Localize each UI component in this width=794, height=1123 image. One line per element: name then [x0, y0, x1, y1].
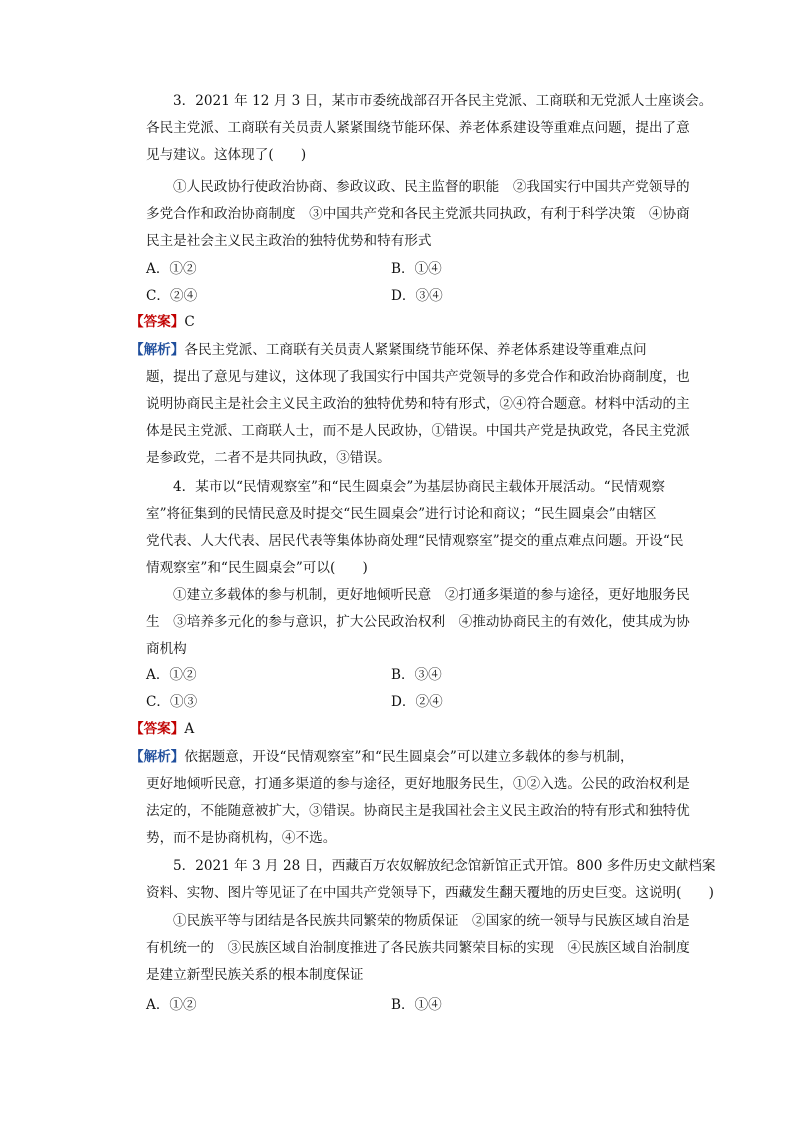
options-row [146, 992, 646, 1019]
question-3-stem-line-1: 3．2021 年 12 月 3 日，某市市委统战部召开各民主党派、工商联和无党派人士座谈会。 [173, 93, 713, 109]
question-5-stem-line-2: 资料、实物、图片等见证了在中国共产党领导下，西藏发生翻天覆地的历史巨变。这说明( ) [146, 885, 714, 901]
statement-line: 商机构 [146, 641, 187, 657]
explanation-line: 说明协商民主是社会主义民主政治的独特优势和特有形式，②④符合题意。材料中活动的主 [146, 396, 690, 412]
option-d: D．②④ [391, 694, 443, 710]
question-3-answer [130, 309, 630, 336]
explanation-line: 更好地倾听民意，打通多渠道的参与途径，更好地服务民生，①②入选。公民的政治权利是 [146, 776, 690, 792]
option-b: B．③④ [391, 667, 442, 683]
explanation-line: 法定的，不能随意被扩大，③错误。协商民主是我国社会主义民主政治的特有形式和独特优 [146, 803, 690, 819]
options-row [146, 283, 646, 310]
explanation-line: 题，提出了意见与建议，这体现了我国实行中国共产党领导的多党合作和政治协商制度，也 [146, 369, 690, 385]
option-d: D．③④ [391, 288, 443, 304]
option-a: A．①② [146, 997, 197, 1013]
question-4-stem-line-2: 室”将征集到的民情民意及时提交“民生圆桌会”进行讨论和商议；“民生圆桌会”由辖区 [146, 506, 657, 522]
explanation-line: 依据题意，开设“民情观察室”和“民生圆桌会”可以建立多载体的参与机制， [184, 749, 634, 765]
question-4-stem-line-4: 情观察室”和“民生圆桌会”可以( ) [146, 560, 368, 576]
options-row [146, 689, 646, 716]
option-c: C．①③ [146, 694, 198, 710]
question-4-options [146, 662, 646, 716]
question-4-statements [146, 582, 690, 663]
explanation-line: 各民主党派、工商联有关员责人紧紧围绕节能环保、养老体系建设等重难点问 [184, 342, 647, 358]
question-3-options [146, 256, 646, 310]
question-5-statements [146, 908, 690, 989]
explanation-tag: 【解析】 [130, 749, 185, 765]
statement-line: ①人民政协行使政治协商、参政议政、民主监督的职能 ②我国实行中国共产党领导的 [173, 179, 690, 195]
statement-line: 是建立新型民族关系的根本制度保证 [146, 967, 364, 983]
statement-line: 生 ③培养多元化的参与意识，扩大公民政治权利 ④推动协商民主的有效化，使其成为协 [146, 614, 690, 630]
explanation-line: 是参政党，二者不是共同执政，③错误。 [146, 450, 391, 466]
question-5 [146, 853, 716, 907]
statement-line: 民主是社会主义民主政治的独特优势和特有形式 [146, 233, 432, 249]
options-row [146, 662, 646, 689]
statement-line: ①建立多载体的参与机制，更好地倾听民意 ②打通多渠道的参与途径，更好地服务民 [173, 587, 690, 603]
statement-line: 有机统一的 ③民族区域自治制度推进了各民族共同繁荣目标的实现 ④民族区域自治制度 [146, 940, 690, 956]
question-3-statements [146, 174, 690, 255]
option-a: A．①② [146, 261, 197, 277]
question-3 [146, 88, 713, 169]
question-3-explanation [130, 337, 690, 472]
option-b: B．①④ [391, 261, 442, 277]
answer-tag: 【答案】 [130, 314, 185, 330]
statement-line: ①民族平等与团结是各民族共同繁荣的物质保证 ②国家的统一领导与民族区域自治是 [173, 913, 690, 929]
question-4-answer [130, 716, 630, 743]
answer-tag: 【答案】 [130, 721, 185, 737]
explanation-line: 势，而不是协商机构，④不选。 [146, 830, 337, 846]
options-row [146, 256, 646, 283]
explanation-line: 体是民主党派、工商联人士，而不是人民政协，①错误。中国共产党是执政党，各民主党派 [146, 423, 690, 439]
question-4-stem-line-3: 党代表、人大代表、居民代表等集体协商处理“民情观察室”提交的重点难点问题。开设“民 [146, 533, 684, 549]
question-5-options [146, 992, 646, 1019]
question-4-stem-line-1: 4．某市以“民情观察室”和“民生圆桌会”为基层协商民主载体开展活动。“民情观察 [173, 479, 665, 495]
answer-value: A [184, 721, 195, 737]
question-4 [146, 474, 684, 582]
question-3-stem-line-2: 各民主党派、工商联有关员责人紧紧围绕节能环保、养老体系建设等重难点问题，提出了意 [146, 120, 690, 136]
option-a: A．①② [146, 667, 197, 683]
explanation-tag: 【解析】 [130, 342, 185, 358]
statement-line: 多党合作和政治协商制度 ③中国共产党和各民主党派共同执政，有利于科学决策 ④协商 [146, 206, 690, 222]
question-3-stem-line-3: 见与建议。这体现了( ) [146, 147, 307, 163]
option-c: C．②④ [146, 288, 198, 304]
answer-value: C [184, 314, 195, 330]
question-5-stem-line-1: 5．2021 年 3 月 28 日，西藏百万农奴解放纪念馆新馆正式开馆。800 多件历史文献档案 [173, 858, 716, 874]
question-4-explanation [130, 744, 690, 852]
option-b: B．①④ [391, 997, 442, 1013]
